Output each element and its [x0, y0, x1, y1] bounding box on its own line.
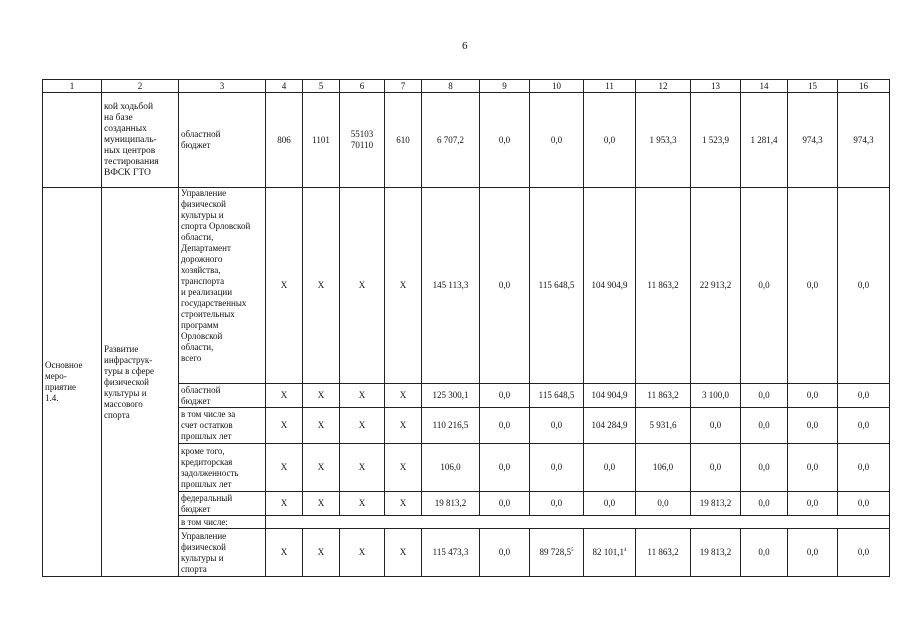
cell-value: 0,0: [838, 408, 890, 444]
cell-value: 0,0: [838, 188, 890, 384]
cell-value: 19 813,2: [691, 529, 741, 577]
cell-value: 0,0: [584, 93, 636, 188]
cell-value: Х: [385, 492, 422, 516]
cell-value: Х: [340, 384, 385, 408]
cell-description: кой ходьбой на базе созданных муниципаль- ных центров тестирования ВФСК ГТО: [102, 93, 179, 188]
cell-value: Х: [385, 529, 422, 577]
cell-value: 6 707,2: [422, 93, 480, 188]
cell-value: Х: [303, 444, 340, 492]
column-header: 7: [385, 80, 422, 93]
cell-value: 806: [266, 93, 303, 188]
cell-source: областной бюджет: [179, 93, 266, 188]
cell-value: 115 473,3: [422, 529, 480, 577]
column-header: 4: [266, 80, 303, 93]
cell-value: 11 863,2: [636, 384, 691, 408]
footnote-marker: 5: [571, 548, 574, 553]
column-header: 1: [43, 80, 102, 93]
cell-value: 11 863,2: [636, 529, 691, 577]
cell-value: 0,0: [480, 188, 530, 384]
cell-value: 115 648,5: [530, 188, 584, 384]
cell-value: 5 931,6: [636, 408, 691, 444]
cell-value: Х: [340, 444, 385, 492]
cell-value: 19 813,2: [422, 492, 480, 516]
cell-value: 1 281,4: [741, 93, 788, 188]
cell-value: 104 904,9: [584, 384, 636, 408]
column-header: 13: [691, 80, 741, 93]
cell-value: Х: [340, 188, 385, 384]
cell-value: 0,0: [530, 408, 584, 444]
header-row: [43, 80, 890, 93]
cell-value: Х: [266, 529, 303, 577]
cell-value: 0,0: [741, 384, 788, 408]
column-header: 16: [838, 80, 890, 93]
cell-value: 0,0: [480, 529, 530, 577]
cell-value: 1 953,3: [636, 93, 691, 188]
cell-value: 0,0: [530, 492, 584, 516]
cell-description: Развитие инфраструк- туры в сфере физической культуры и массового спорта: [102, 188, 179, 577]
cell-value: [584, 529, 636, 577]
cell-value: 0,0: [741, 529, 788, 577]
cell-value: 0,0: [480, 444, 530, 492]
cell-value: Х: [266, 492, 303, 516]
cell-value: 0,0: [480, 384, 530, 408]
column-header: 11: [584, 80, 636, 93]
value-text: 82 101,1: [592, 547, 624, 557]
cell-value: Х: [385, 444, 422, 492]
cell-value: 115 648,5: [530, 384, 584, 408]
cell-value: 0,0: [480, 93, 530, 188]
column-header: 3: [179, 80, 266, 93]
column-header: 2: [102, 80, 179, 93]
cell-value: 974,3: [838, 93, 890, 188]
cell-value: 974,3: [788, 93, 838, 188]
cell-value: Х: [303, 408, 340, 444]
cell-value: 0,0: [788, 529, 838, 577]
cell-value: 0,0: [788, 408, 838, 444]
cell-value: 0,0: [480, 492, 530, 516]
cell-value: 110 216,5: [422, 408, 480, 444]
cell-value: 0,0: [788, 444, 838, 492]
cell-value: 0,0: [838, 492, 890, 516]
cell-value: Х: [340, 492, 385, 516]
cell-source: федеральный бюджет: [179, 492, 266, 516]
cell-value: 0,0: [584, 444, 636, 492]
cell-value: Х: [340, 529, 385, 577]
column-header: 15: [788, 80, 838, 93]
cell-value: 0,0: [741, 444, 788, 492]
cell-value: 0,0: [788, 492, 838, 516]
cell-value: 55103 70110: [340, 93, 385, 188]
cell-value: 125 300,1: [422, 384, 480, 408]
table-row: [43, 188, 890, 384]
cell-value: 106,0: [636, 444, 691, 492]
column-header: 14: [741, 80, 788, 93]
table-row: [43, 93, 890, 188]
cell-source: областной бюджет: [179, 384, 266, 408]
cell-value: 104 284,9: [584, 408, 636, 444]
cell-value: 104 904,9: [584, 188, 636, 384]
page-number: 6: [462, 40, 468, 52]
cell-value: Х: [385, 384, 422, 408]
cell-event: Основное меро- приятие 1.4.: [43, 188, 102, 577]
cell-value: 3 100,0: [691, 384, 741, 408]
column-header: 6: [340, 80, 385, 93]
cell-value: 0,0: [741, 188, 788, 384]
cell-value: 0,0: [838, 384, 890, 408]
cell-value: 0,0: [691, 408, 741, 444]
cell-value: 106,0: [422, 444, 480, 492]
cell-value: 0,0: [788, 384, 838, 408]
footnote-marker: 4: [624, 548, 627, 553]
cell-value: 0,0: [636, 492, 691, 516]
cell-source: в том числе за счет остатков прошлых лет: [179, 408, 266, 444]
column-header: 12: [636, 80, 691, 93]
cell-value: Х: [266, 384, 303, 408]
cell-value: 0,0: [741, 408, 788, 444]
budget-table: [42, 79, 890, 577]
cell-value: 0,0: [838, 529, 890, 577]
cell-value: Х: [385, 188, 422, 384]
cell-value: 19 813,2: [691, 492, 741, 516]
cell-value: Х: [385, 408, 422, 444]
cell-event: [43, 93, 102, 188]
cell-value: 22 913,2: [691, 188, 741, 384]
cell-value: Х: [303, 529, 340, 577]
cell-source: Управление физической культуры и спорта Орловской области, Департамент дорожного хозяйства, транспорта и реализации государственных строительных программ Орловской области, всего: [179, 188, 266, 384]
cell-value: 0,0: [788, 188, 838, 384]
cell-value: 0,0: [838, 444, 890, 492]
cell-value: 0,0: [530, 93, 584, 188]
column-header: 5: [303, 80, 340, 93]
cell-value: 0,0: [691, 444, 741, 492]
cell-source: Управление физической культуры и спорта: [179, 529, 266, 577]
cell-value: Х: [266, 188, 303, 384]
value-text: 89 728,5: [539, 547, 571, 557]
cell-value: 1101: [303, 93, 340, 188]
cell-value: 11 863,2: [636, 188, 691, 384]
cell-value: 1 523,9: [691, 93, 741, 188]
cell-value: 0,0: [530, 444, 584, 492]
column-header: 8: [422, 80, 480, 93]
cell-value: Х: [303, 188, 340, 384]
cell-source: кроме того, кредиторская задолженность прошлых лет: [179, 444, 266, 492]
empty-cell: [266, 516, 890, 529]
cell-value: Х: [340, 408, 385, 444]
column-header: 9: [480, 80, 530, 93]
column-header: 10: [530, 80, 584, 93]
cell-value: 0,0: [741, 492, 788, 516]
cell-value: 0,0: [584, 492, 636, 516]
cell-value: 0,0: [480, 408, 530, 444]
cell-source: в том числе:: [179, 516, 266, 529]
cell-value: 610: [385, 93, 422, 188]
cell-value: 145 113,3: [422, 188, 480, 384]
cell-value: Х: [303, 492, 340, 516]
cell-value: Х: [266, 408, 303, 444]
cell-value: Х: [303, 384, 340, 408]
cell-value: [530, 529, 584, 577]
cell-value: Х: [266, 444, 303, 492]
